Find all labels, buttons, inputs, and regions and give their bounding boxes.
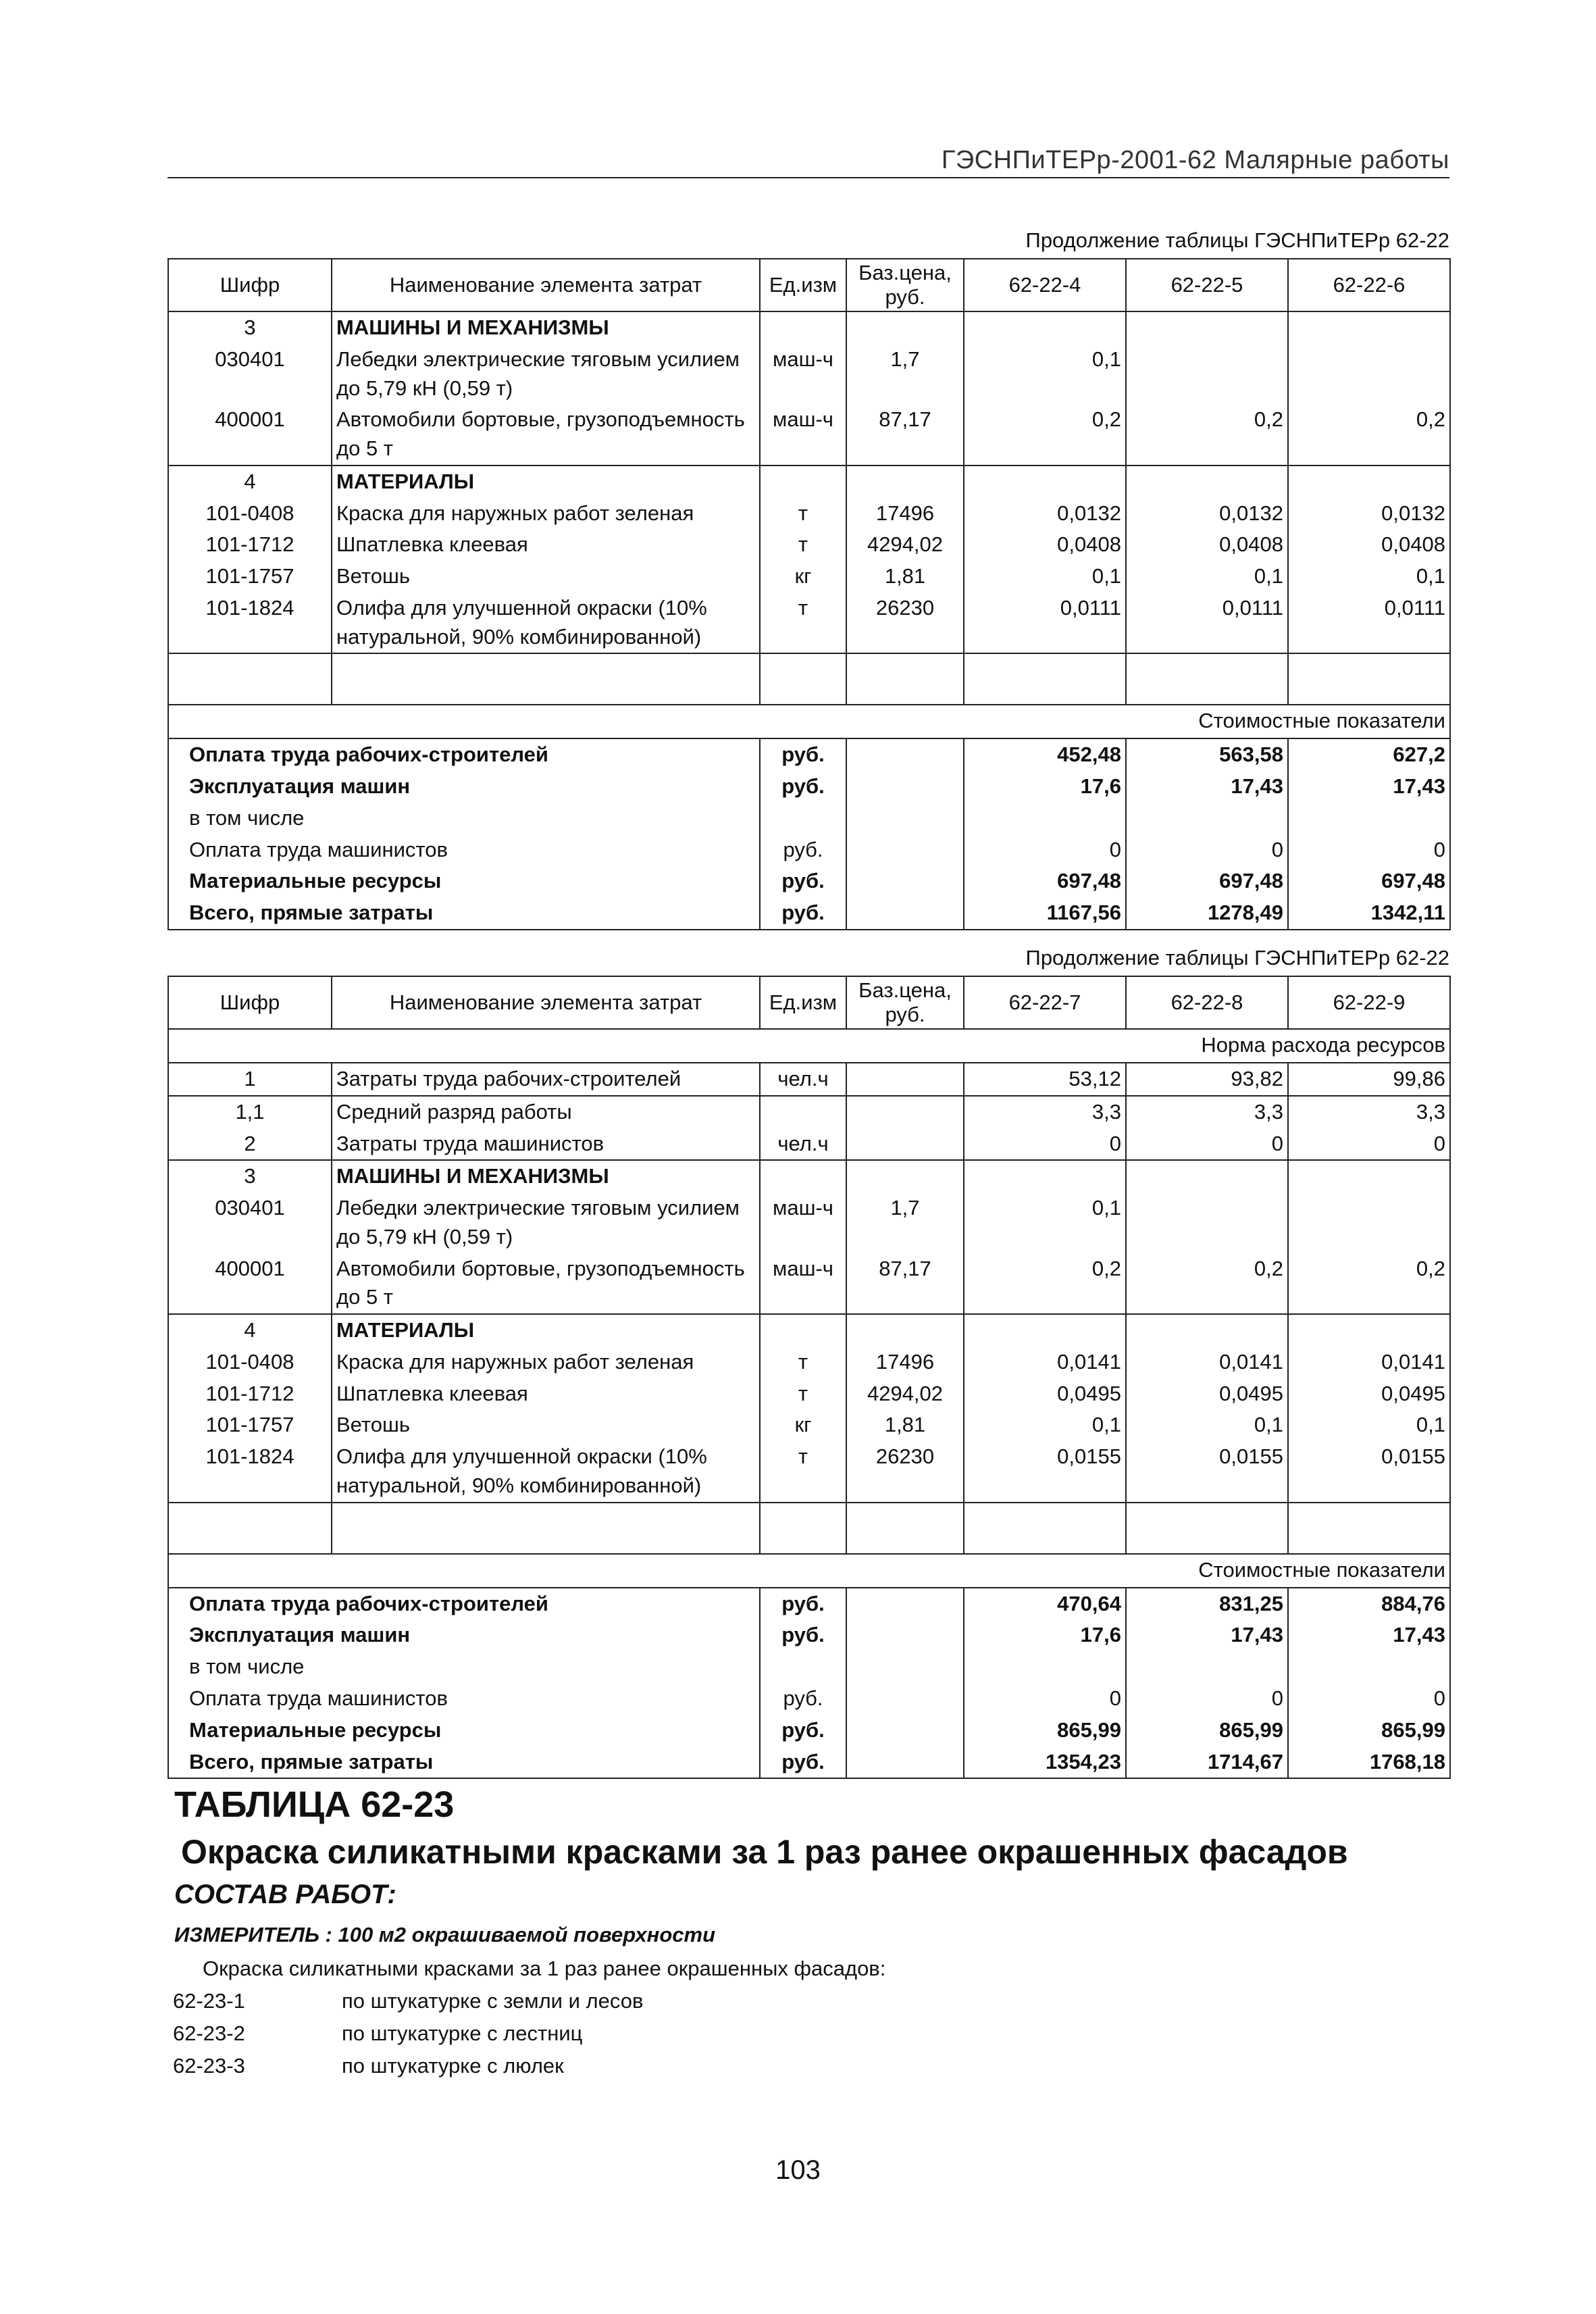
work-text: по штукатурке с люлек [342, 2054, 564, 2078]
work-item [173, 1989, 643, 2021]
cost-value-a: 865,99 [964, 1715, 1126, 1746]
row-value-c [1288, 1314, 1450, 1347]
cost-unit: руб. [760, 1683, 846, 1715]
cost-unit: руб. [760, 897, 846, 930]
row-value-a: 0,0495 [964, 1378, 1126, 1410]
cost-price [846, 803, 964, 834]
cost-value-c [1288, 803, 1450, 834]
table-row [168, 1441, 1450, 1503]
work-text: по штукатурке с земли и лесов [342, 1989, 644, 2013]
col-header-code: Шифр [168, 976, 332, 1029]
row-value-c: 0,2 [1288, 404, 1450, 466]
row-unit: т [760, 1347, 846, 1378]
row-name: Шпатлевка клеевая [332, 1378, 760, 1410]
cost-value-c [1288, 1651, 1450, 1683]
table-row [168, 344, 1450, 405]
row-value-c: 3,3 [1288, 1096, 1450, 1128]
row-value-c: 99,86 [1288, 1063, 1450, 1096]
row-value-c: 0,0111 [1288, 593, 1450, 654]
work-item [173, 2021, 643, 2054]
table-row [168, 466, 1450, 498]
cost-name: в том числе [168, 1651, 760, 1683]
row-value-a: 0,0111 [964, 593, 1126, 654]
row-value-b: 0,0155 [1126, 1441, 1288, 1503]
table1-cost-band [168, 705, 1450, 738]
cost-unit: руб. [760, 834, 846, 866]
table2-costs [168, 1588, 1450, 1779]
row-code: 400001 [168, 1253, 332, 1315]
row-code: 101-0408 [168, 1347, 332, 1378]
row-value-a: 0,0155 [964, 1441, 1126, 1503]
cost-value-a: 17,6 [964, 1619, 1126, 1651]
row-name: Краска для наружных работ зеленая [332, 1347, 760, 1378]
table-row [168, 529, 1450, 561]
col-header-name: Наименование элемента затрат [332, 976, 760, 1029]
description-line: Окраска силикатными красками за 1 раз ранее окрашенных фасадов: [203, 1957, 886, 1980]
row-name: МАТЕРИАЛЫ [332, 466, 760, 498]
table-row [168, 1096, 1450, 1128]
row-value-b: 0,0408 [1126, 529, 1288, 561]
table2-header-row [168, 976, 1450, 1029]
row-name: Лебедки электрические тяговым усилием до 5,79 кН (0,59 т) [332, 344, 760, 405]
cost-value-b: 0 [1126, 1683, 1288, 1715]
row-value-b [1126, 344, 1288, 405]
table-row [168, 1160, 1450, 1192]
row-value-b [1126, 466, 1288, 498]
row-unit: маш-ч [760, 1192, 846, 1253]
row-name: Затраты труда рабочих-строителей [332, 1063, 760, 1096]
row-code: 030401 [168, 1192, 332, 1253]
row-name: Лебедки электрические тяговым усилием до 5,79 кН (0,59 т) [332, 1192, 760, 1253]
row-unit [760, 1160, 846, 1192]
row-name: Автомобили бортовые, грузоподъемность до 5 т [332, 1253, 760, 1315]
row-code: 101-1712 [168, 529, 332, 561]
table-row [168, 311, 1450, 344]
table1-costs [168, 738, 1450, 930]
table-row [168, 1378, 1450, 1410]
cost-name: Эксплуатация машин [168, 771, 760, 803]
cost-name: Оплата труда машинистов [168, 834, 760, 866]
work-code: 62-23-2 [173, 2021, 245, 2045]
row-value-c [1288, 1160, 1450, 1192]
row-price: 1,81 [846, 561, 964, 593]
row-price [846, 311, 964, 344]
row-value-b: 0,0495 [1126, 1378, 1288, 1410]
composition-heading: СОСТАВ РАБОТ: [174, 1880, 396, 1909]
row-code: 101-1824 [168, 593, 332, 654]
row-unit: кг [760, 1409, 846, 1441]
row-value-c [1288, 344, 1450, 405]
row-value-b: 3,3 [1126, 1096, 1288, 1128]
row-name: Шпатлевка клеевая [332, 529, 760, 561]
cost-row [168, 1619, 1450, 1651]
row-name: Олифа для улучшенной окраски (10% натуральной, 90% комбинированной) [332, 1441, 760, 1503]
row-value-a: 0,0408 [964, 529, 1126, 561]
cost-unit: руб. [760, 865, 846, 897]
cost-unit: руб. [760, 1746, 846, 1779]
cost-price [846, 771, 964, 803]
row-value-b: 0,0111 [1126, 593, 1288, 654]
cost-value-b [1126, 1651, 1288, 1683]
row-value-b [1126, 1160, 1288, 1192]
work-code: 62-23-1 [173, 1989, 245, 2013]
cost-name: Оплата труда машинистов [168, 1683, 760, 1715]
row-value-a [964, 1160, 1126, 1192]
work-text: по штукатурке с лестниц [342, 2021, 583, 2045]
cost-value-b [1126, 803, 1288, 834]
cost-value-c: 1342,11 [1288, 897, 1450, 930]
row-unit [760, 1314, 846, 1347]
cost-unit: руб. [760, 771, 846, 803]
cost-unit [760, 1651, 846, 1683]
cost-value-c: 0 [1288, 834, 1450, 866]
row-name: Ветошь [332, 1409, 760, 1441]
row-unit: т [760, 498, 846, 530]
row-value-b [1126, 311, 1288, 344]
table1-spacer [168, 653, 1450, 705]
row-value-c [1288, 1192, 1450, 1253]
row-price: 1,7 [846, 1192, 964, 1253]
row-code: 400001 [168, 404, 332, 466]
table1-header-row [168, 259, 1450, 311]
cost-name: Материальные ресурсы [168, 865, 760, 897]
page-header: ГЭСНПиТЕРр-2001-62 Малярные работы [168, 143, 1449, 178]
cost-price [846, 834, 964, 866]
cost-value-b: 17,43 [1126, 771, 1288, 803]
cost-value-b: 865,99 [1126, 1715, 1288, 1746]
row-price: 17496 [846, 498, 964, 530]
col-header-c: 62-22-6 [1288, 259, 1450, 311]
cost-value-b: 697,48 [1126, 865, 1288, 897]
section-subtitle: Окраска силикатными красками за 1 раз ранее окрашенных фасадов [181, 1833, 1348, 1871]
row-value-a [964, 466, 1126, 498]
cost-value-c: 884,76 [1288, 1588, 1450, 1620]
cost-value-a: 0 [964, 1683, 1126, 1715]
table-row [168, 404, 1450, 466]
table-row [168, 1253, 1450, 1315]
cost-row [168, 865, 1450, 897]
row-value-a: 0,1 [964, 1192, 1126, 1253]
cost-indicators-label: Стоимостные показатели [168, 1554, 1450, 1588]
cost-row [168, 738, 1450, 771]
row-code: 101-1757 [168, 1409, 332, 1441]
cost-value-a [964, 1651, 1126, 1683]
cost-value-c: 627,2 [1288, 738, 1450, 771]
row-value-b: 0,2 [1126, 1253, 1288, 1315]
table2-rows [168, 1063, 1450, 1503]
row-value-a [964, 1314, 1126, 1347]
cost-row [168, 1588, 1450, 1620]
work-item [173, 2054, 643, 2086]
row-code: 1 [168, 1063, 332, 1096]
row-price: 17496 [846, 1347, 964, 1378]
row-code: 2 [168, 1128, 332, 1161]
row-value-a: 0 [964, 1128, 1126, 1161]
row-name: Ветошь [332, 561, 760, 593]
cost-value-c: 0 [1288, 1683, 1450, 1715]
cost-row [168, 1715, 1450, 1746]
row-value-a [964, 311, 1126, 344]
cost-value-a: 1354,23 [964, 1746, 1126, 1779]
row-value-c: 0,2 [1288, 1253, 1450, 1315]
row-price: 4294,02 [846, 1378, 964, 1410]
cost-indicators-label: Стоимостные показатели [168, 705, 1450, 738]
cost-value-c: 17,43 [1288, 771, 1450, 803]
row-price [846, 1314, 964, 1347]
cost-name: в том числе [168, 803, 760, 834]
section-title: ТАБЛИЦА 62-23 [174, 1784, 455, 1825]
table-row [168, 1409, 1450, 1441]
row-unit [760, 311, 846, 344]
col-header-unit: Ед.изм [760, 259, 846, 311]
row-unit [760, 466, 846, 498]
cost-unit: руб. [760, 1715, 846, 1746]
row-price: 26230 [846, 1441, 964, 1503]
table-row [168, 1063, 1450, 1096]
cost-value-c: 17,43 [1288, 1619, 1450, 1651]
row-price [846, 1160, 964, 1192]
row-value-c: 0,0495 [1288, 1378, 1450, 1410]
row-price: 1,7 [846, 344, 964, 405]
cost-value-a [964, 803, 1126, 834]
cost-row [168, 771, 1450, 803]
page-number: 103 [775, 2155, 821, 2185]
table1-continuation: Продолжение таблицы ГЭСНПиТЕРр 62-22 [1025, 228, 1449, 252]
table-row [168, 593, 1450, 654]
row-value-b: 0,1 [1126, 561, 1288, 593]
row-code: 3 [168, 311, 332, 344]
cost-value-a: 0 [964, 834, 1126, 866]
row-value-b: 0,0141 [1126, 1347, 1288, 1378]
row-value-c: 0,1 [1288, 1409, 1450, 1441]
col-header-b: 62-22-8 [1126, 976, 1288, 1029]
cost-name: Всего, прямые затраты [168, 897, 760, 930]
resource-table-1 [168, 258, 1451, 930]
cost-value-b: 1278,49 [1126, 897, 1288, 930]
row-code: 4 [168, 1314, 332, 1347]
row-value-b: 0,1 [1126, 1409, 1288, 1441]
cost-row [168, 897, 1450, 930]
row-value-a: 0,0132 [964, 498, 1126, 530]
row-value-c [1288, 311, 1450, 344]
row-name: МАТЕРИАЛЫ [332, 1314, 760, 1347]
col-header-price: Баз.цена, руб. [846, 259, 964, 311]
row-value-a: 0,2 [964, 1253, 1126, 1315]
cost-value-b: 1714,67 [1126, 1746, 1288, 1779]
row-value-a: 53,12 [964, 1063, 1126, 1096]
row-value-b: 93,82 [1126, 1063, 1288, 1096]
row-price: 87,17 [846, 1253, 964, 1315]
cost-name: Материальные ресурсы [168, 1715, 760, 1746]
table-row [168, 561, 1450, 593]
cost-price [846, 1588, 964, 1620]
row-code: 1,1 [168, 1096, 332, 1128]
row-unit: маш-ч [760, 344, 846, 405]
row-price [846, 1096, 964, 1128]
col-header-name: Наименование элемента затрат [332, 259, 760, 311]
cost-price [846, 738, 964, 771]
table2-cost-band [168, 1554, 1450, 1588]
cost-name: Оплата труда рабочих-строителей [168, 1588, 760, 1620]
row-price [846, 1063, 964, 1096]
row-code: 030401 [168, 344, 332, 405]
table2-spacer [168, 1503, 1450, 1554]
cost-value-b: 17,43 [1126, 1619, 1288, 1651]
row-value-c [1288, 466, 1450, 498]
row-price: 4294,02 [846, 529, 964, 561]
cost-value-a: 1167,56 [964, 897, 1126, 930]
norm-label: Норма расхода ресурсов [168, 1029, 1450, 1063]
row-value-a: 0,1 [964, 561, 1126, 593]
row-code: 101-0408 [168, 498, 332, 530]
row-value-c: 0 [1288, 1128, 1450, 1161]
cost-value-c: 1768,18 [1288, 1746, 1450, 1779]
row-unit: чел.ч [760, 1063, 846, 1096]
row-value-c: 0,0408 [1288, 529, 1450, 561]
row-unit: т [760, 529, 846, 561]
measure-line: ИЗМЕРИТЕЛЬ : 100 м2 окрашиваемой поверхности [174, 1923, 716, 1946]
row-value-c: 0,0132 [1288, 498, 1450, 530]
table-row [168, 1314, 1450, 1347]
cost-price [846, 897, 964, 930]
row-value-a: 0,1 [964, 1409, 1126, 1441]
row-unit: кг [760, 561, 846, 593]
cost-value-c: 865,99 [1288, 1715, 1450, 1746]
cost-price [846, 865, 964, 897]
cost-unit: руб. [760, 1588, 846, 1620]
row-name: Средний разряд работы [332, 1096, 760, 1128]
table-row [168, 1347, 1450, 1378]
table2-norm-band [168, 1029, 1450, 1063]
row-unit: маш-ч [760, 1253, 846, 1315]
row-value-b [1126, 1314, 1288, 1347]
cost-name: Эксплуатация машин [168, 1619, 760, 1651]
table2-continuation: Продолжение таблицы ГЭСНПиТЕРр 62-22 [1025, 946, 1449, 970]
row-unit: чел.ч [760, 1128, 846, 1161]
row-name: Краска для наружных работ зеленая [332, 498, 760, 530]
cost-price [846, 1651, 964, 1683]
cost-value-b: 0 [1126, 834, 1288, 866]
cost-value-a: 17,6 [964, 771, 1126, 803]
table-row [168, 1128, 1450, 1161]
resource-table-2 [168, 976, 1451, 1779]
table-row [168, 498, 1450, 530]
col-header-a: 62-22-4 [964, 259, 1126, 311]
cost-value-a: 470,64 [964, 1588, 1126, 1620]
cost-row [168, 803, 1450, 834]
row-value-a: 0,0141 [964, 1347, 1126, 1378]
cost-price [846, 1683, 964, 1715]
row-value-b [1126, 1192, 1288, 1253]
row-value-a: 0,1 [964, 344, 1126, 405]
row-unit: т [760, 1378, 846, 1410]
row-name: МАШИНЫ И МЕХАНИЗМЫ [332, 311, 760, 344]
cost-name: Оплата труда рабочих-строителей [168, 738, 760, 771]
row-name: Автомобили бортовые, грузоподъемность до 5 т [332, 404, 760, 466]
row-value-a: 0,2 [964, 404, 1126, 466]
row-code: 101-1712 [168, 1378, 332, 1410]
col-header-a: 62-22-7 [964, 976, 1126, 1029]
row-value-b: 0 [1126, 1128, 1288, 1161]
row-unit: маш-ч [760, 404, 846, 466]
row-code: 101-1757 [168, 561, 332, 593]
table-row [168, 1192, 1450, 1253]
row-code: 3 [168, 1160, 332, 1192]
cost-row [168, 1746, 1450, 1779]
cost-value-a: 697,48 [964, 865, 1126, 897]
row-code: 101-1824 [168, 1441, 332, 1503]
col-header-unit: Ед.изм [760, 976, 846, 1029]
cost-name: Всего, прямые затраты [168, 1746, 760, 1779]
row-unit: т [760, 1441, 846, 1503]
cost-value-b: 563,58 [1126, 738, 1288, 771]
row-value-c: 0,1 [1288, 561, 1450, 593]
cost-row [168, 834, 1450, 866]
works-list [173, 1989, 643, 2086]
col-header-c: 62-22-9 [1288, 976, 1450, 1029]
cost-price [846, 1619, 964, 1651]
row-name: МАШИНЫ И МЕХАНИЗМЫ [332, 1160, 760, 1192]
cost-row [168, 1651, 1450, 1683]
cost-unit [760, 803, 846, 834]
row-value-a: 3,3 [964, 1096, 1126, 1128]
row-value-c: 0,0141 [1288, 1347, 1450, 1378]
row-price: 87,17 [846, 404, 964, 466]
cost-price [846, 1746, 964, 1779]
row-price: 1,81 [846, 1409, 964, 1441]
row-value-b: 0,2 [1126, 404, 1288, 466]
cost-price [846, 1715, 964, 1746]
row-value-b: 0,0132 [1126, 498, 1288, 530]
row-code: 4 [168, 466, 332, 498]
row-unit [760, 1096, 846, 1128]
col-header-price: Баз.цена, руб. [846, 976, 964, 1029]
col-header-code: Шифр [168, 259, 332, 311]
work-code: 62-23-3 [173, 2054, 245, 2078]
row-name: Олифа для улучшенной окраски (10% натуральной, 90% комбинированной) [332, 593, 760, 654]
cost-unit: руб. [760, 1619, 846, 1651]
cost-row [168, 1683, 1450, 1715]
cost-value-a: 452,48 [964, 738, 1126, 771]
cost-value-b: 831,25 [1126, 1588, 1288, 1620]
table1-rows [168, 311, 1450, 653]
cost-value-c: 697,48 [1288, 865, 1450, 897]
row-name: Затраты труда машинистов [332, 1128, 760, 1161]
row-price [846, 466, 964, 498]
col-header-b: 62-22-5 [1126, 259, 1288, 311]
row-unit: т [760, 593, 846, 654]
row-price [846, 1128, 964, 1161]
row-price: 26230 [846, 593, 964, 654]
cost-unit: руб. [760, 738, 846, 771]
row-value-c: 0,0155 [1288, 1441, 1450, 1503]
